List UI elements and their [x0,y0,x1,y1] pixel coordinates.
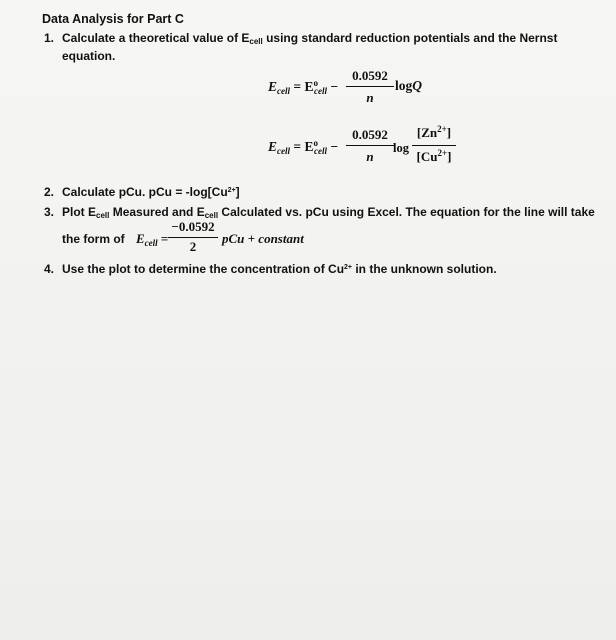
item-4-text: Use the plot to determine the concentration of $Cu^{2+}$ in the unknown solution. [62,262,497,276]
item-2-number: 2. [44,185,55,199]
item-3-number: 3. [44,205,55,219]
item-3-line2: the form of [62,232,125,246]
item-4-number: 4. [44,262,55,276]
item-2-text: Calculate pCu. pCu = $-\log[Cu^{2+}]$ [62,185,240,199]
equation3-numerator: −0.0592 [171,219,215,234]
equation2-numerator: 0.0592 [352,127,388,142]
equation1-numerator: 0.0592 [352,68,388,83]
item-1-number: 1. [44,31,55,45]
equation2-zn-concentration: $[Zn^{2+}]$ [416,124,452,140]
nernst-equation-lhs: $E_{cell} = E^o_{cell}$ − [268,78,339,96]
linear-equation-lhs: $E_{cell}$ = [136,231,169,248]
item-1-line2: equation. [62,49,116,63]
equation2-log-fraction-bar [412,145,456,146]
equation2-cu-concentration: $[Cu^{2+}]$ [416,148,452,164]
equation1-denominator: n [366,90,374,105]
equation1-fraction-bar [346,86,394,87]
equation2-fraction-bar [346,145,394,146]
equation3-fraction-bar [168,237,218,238]
equation2-denominator: n [366,149,374,164]
linear-equation-rhs: pCu + constant [222,231,304,246]
equation3-denominator: 2 [189,239,197,254]
item-3-line1: Plot Ecell Measured and Ecell Calculated vs. pCu using Excel. The equation for the line will take [62,205,595,220]
equation2-log: log [393,141,409,155]
equation1-log-q: logQ [395,78,423,93]
nernst-equation-specific-lhs: $E_{cell} = E^o_{cell}$ − [268,138,339,156]
item-1-line1: Calculate a theoretical value of Ecell using standard reduction potentials and the Nernst [62,31,558,46]
section-heading: Data Analysis for Part C [42,12,184,26]
